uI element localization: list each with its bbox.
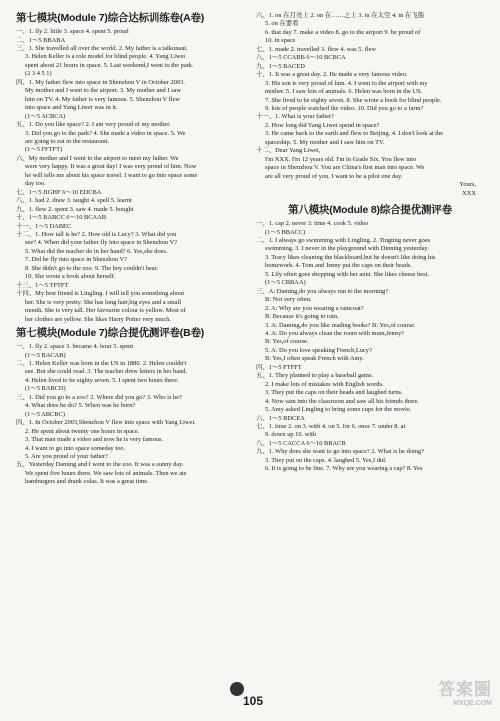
section-title-c: 第八模块(Module 8)综合提优测评卷 [288,203,452,216]
answer-block-a [16,28,244,324]
answer-line: 十、1～5 BABCC 6～10 BCAAB [16,214,107,222]
answer-line: 2. He spent about twenty one hours in space. [25,427,140,435]
answer-line: 一、1. fly 2. space 3. became 4. hour 5. spent [16,343,134,351]
answer-line: 五、Yesterday Daming and I went to the zoo. It was a sunny day. [16,461,184,469]
answer-line: space in Shenzhou V. You are China's first man into space. We [265,164,425,172]
answer-line: 十二、1. How tall is he? 2. How old is Lucy? 3. What did you [16,231,177,238]
answer-line: 2. A: Why are you wearing a raincoat? [265,304,364,312]
answer-line: hamburgers and drank colas. It was a great time. [25,478,149,486]
answer-line: 5. Lily often goes shopping with her aunt. She likes cheese best. [265,270,429,278]
answer-line: 3. Helen Keller is a role model for blind people. 4. Yang Liwei [25,53,186,61]
answer-line: B: Not very often. [265,296,312,304]
answer-line: 五、1. Do you like space? 2. I am very proud of my mother. [16,121,171,129]
answer-line: 四、1. In October 2003,Shenzhou V flew into space with Yang Liwei. [16,419,196,427]
answer-line: (1～5 ACBCA) [25,112,66,120]
answer-line: 4. I want to go into space someday too. [25,444,126,452]
answer-line: 十二、Dear Yang Liwei, [256,147,321,155]
answer-block-b [16,343,244,487]
answer-line: 九、1～5 BACED [256,62,305,70]
answer-line: 4. Helen lived to be eighty seven. 5. I spent two hours there. [25,376,179,384]
right-column [256,12,484,474]
answer-line: 七、1～5 JIGHF 6～10 EDCBA [16,188,102,196]
letter-signature: XXX [462,189,476,197]
answer-line: spaceship. 5. My mother and I saw him on TV. [265,138,385,146]
answer-line: 3. A: Daming,do you like reading books? B: Yes,of course. [265,321,416,329]
answer-line: are going to eat in the restaurant. [25,138,109,146]
answer-line: 10. in space [265,37,296,45]
answer-line: her clothes are yellow. She likes Harry Potter very much. [25,315,171,323]
answer-line: day too. [25,180,46,188]
answer-line: 5. on 在要看 [265,20,299,28]
letter-signoff: Yours, [459,181,476,189]
answer-line: 4. Now sam into the classroom and saw all his friends there. [265,397,419,405]
mascot-icon [230,682,244,696]
answer-line: he will tells me about his space travel. I want to go into space some [25,171,198,179]
section-title-a: 第七模块(Module 7)综合达标训练卷(A卷) [16,12,205,24]
answer-line: swimming. 3. I never in the playground with Dinning yesterday. [265,245,429,253]
answer-line: 9. down up 10. with [265,431,317,439]
answer-line: 十三、1～5 TFTFT [16,281,69,289]
answer-line: (1～5 BABCD) [25,385,66,393]
answer-line: B: Yes,I often speak French with Amy. [265,355,364,363]
answer-line: homework. 4. Tom and Jenny put the caps on their heads. [265,262,412,270]
answer-line: 6. It is going to be fine. 7. Why are you wearing a cap? 8. Yes [265,465,423,473]
watermark-logo [414,681,492,715]
answer-line: 3. Tracy likes cleaning the blackboard,but he doesn't like doing his [265,253,436,261]
answer-line: were very happy. It was a great day! I was very proud of him. Now [25,163,197,171]
answer-line: 十四、My best friend is Lingling. I will tell you something about [16,290,185,298]
answer-line: mother. 5. I saw lots of animals. 6. Helen was born in the US. [265,88,423,96]
answer-line: 3. That man made a video and now he is very famous. [25,436,164,444]
answer-line: (1～5 FFTFT) [25,146,63,154]
answer-line: 七、1. time 2. on 3. with 4. on 5. for 6. once 7. under 8. at [256,422,406,430]
answer-line: 3. He came back to the earth and flew to Beijing. 4. I don't look at the [265,130,444,138]
answer-line: spent about 21 hours in space. 5. Last weekend,I went to the park. [25,61,194,69]
answer-line: 二、1. Helen Keller was born in the US in 1880. 2. Helen couldn't [16,360,187,368]
answer-line: 4. A: Do you always clean the room with mum,Jenny? [265,329,404,337]
answer-line: 三、A: Daming,do you always run to the morning? [256,287,389,295]
answer-line: 10. She wrote a book about herself. [25,273,116,281]
answer-line: him on TV. 4. My father is very famous. 5. Shenzhou V flew [25,95,181,103]
answer-line: 七、1. made 2. travelled 3. flew 4. was 5. flew [256,45,376,53]
answer-line: 四、1～5 FTFFT [256,363,302,371]
answer-line: 八、1～5 CCABB 6～10 BCBCA [256,54,346,62]
answer-line: see. But she could read. 3. The teacher drew letters in her hand. [25,368,188,376]
answer-line: are all very proud of you. I want to be a pilot one day. [265,172,403,180]
answer-line: 2. I make lots of mistakes with English words. [265,380,384,388]
answer-block-d [256,220,484,474]
answer-line: 三、1. She travelled all over the world. 2. My father is a talkonaut. [16,45,188,53]
answer-line: B: Because it's going to rain. [265,313,339,321]
answer-line: I'm XXX. I'm 12 years old. I'm in Grade Six. You flew into [265,155,417,163]
answer-line: 一、1. cap 2. never 3. time 4. cook 5. video [256,220,369,228]
answer-line: My mother and I went to the airport. 3. My mother and I saw [25,87,182,95]
answer-line: 7. She lived to be eighty seven. 8. She wrote a book for blind people. [265,96,442,104]
answer-line: 八、1. had 2. draw 3. taught 4. spell 5. learnt [16,197,132,205]
answer-line: 六、1. on 在月亮上 2. on 在……之上 3. in 在太空 4. in 在飞船 [256,12,425,19]
answer-line: 一、1. fly 2. little 3. space 4. spent 5. proud [16,28,129,36]
answer-line: 8. She didn't go to the zoo. 9. The boy couldn't hear. [25,264,158,272]
answer-line: 六、1～5 BDCEA [256,414,305,422]
answer-line: 二、1～5 BBABA [16,36,66,44]
answer-line: (1～5 BACAB) [25,351,66,359]
answer-line: 3. Did you go to the park? 4. She made a video in space. 5. We [25,129,186,137]
answer-line: (1～5 BBACC) [265,228,306,236]
answer-line: 3. They put the caps on their heads and laughed turns. [265,389,403,397]
answer-line: 九、1. flew 2. spent 3. saw 4. made 5. bought [16,205,134,213]
answer-line: B: Yes,of course. [265,338,309,346]
page-number [238,692,268,712]
answer-line: 5. Are you proud of your father? [25,453,108,460]
answer-line: see? 4. When did your father fly into space in Shenzhou V? [25,239,178,247]
watermark-text: 答案圈 [438,680,492,699]
answer-line: 十、1. It was a great day. 2. He made a very famous video. [256,71,408,79]
answer-line: 三、1. Did you go to a zoo? 2. Where did you go? 3. Who is he? [16,393,182,401]
answer-line: 二、1. I always go swimming with Lingling. 2. Tingting never goes [256,237,431,244]
answer-line: 9. lots of people watched the video. 10. Did you go to a farm? [265,104,424,112]
answer-line: 5. A: Do you love speaking French,Lucy? [265,346,372,354]
answer-line: 八、1～5 CACCA 6～10 BBACB [256,439,346,447]
answer-line: 5. What did the teacher do in her hand? 6. Yes,she does. [25,247,168,255]
answer-line: 十一、1～5 DABEC [16,222,72,230]
answer-line: 十一、1. What is your father? [256,113,334,121]
answer-line: her. She is very pretty. She has long hair,big eyes and a small [25,298,182,306]
left-column [16,12,244,487]
answer-line: 4. What does he do? 5. When was he born? [25,402,136,410]
answer-line: (1～5 CBBAA) [265,279,306,287]
answer-line: 5. Amy asked Lingling to bring some cups for the movie. [265,406,412,414]
answer-block-c [256,12,484,181]
page-number-text: 105 [242,694,264,709]
answer-line: 3. They put on the caps. 4. laughed 5. Yes,I did. [265,456,387,464]
answer-line: 九、1. Why does she want to go into space? 2. What is he doing? [256,448,424,456]
section-title-b: 第七模块(Module 7)综合提优测评卷(B卷) [16,326,205,339]
answer-line: 3. His son is very proud of him. 4. I went to the airport with my [265,79,428,87]
answer-line: (1～5 ABCBC) [25,410,65,418]
answer-line: mouth. She is very tall. Her favourite colour is yellow. Most of [25,307,186,315]
answer-line: 2. How long did Yang Liwei spend in space? [265,121,380,129]
answer-line: We spent five hours there. We saw lots of animals. Then we ate [25,469,187,477]
answer-line: 四、1. My father flew into space in Shenzhou V in October 2003. [16,78,185,86]
answer-line: 五、1. They planned to play a baseball game. [256,372,374,380]
answer-line: 7. Did he fly into space in Shenzhou V? [25,256,127,264]
watermark-url: MXQE.COM [453,699,492,707]
answer-line: into space and Yang Liwei was in it. [25,104,118,112]
answer-line: 6. that day 7. make a video 8. go to the airport 9. be proud of [265,28,421,36]
answer-line: 六、My mother and I went to the airport to meet my father. We [16,154,179,162]
answer-line: (2 3 4 5 1) [25,70,52,78]
